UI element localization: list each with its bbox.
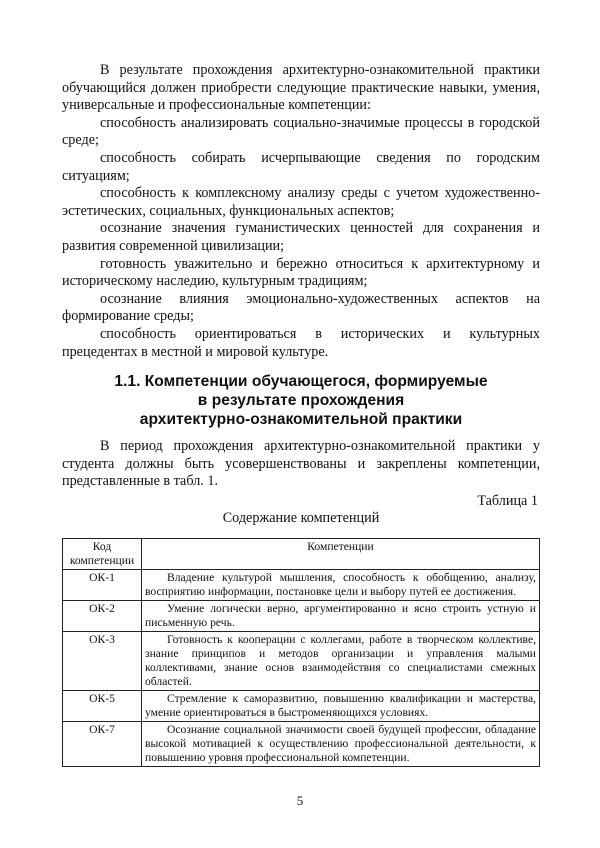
table-row — [63, 722, 540, 767]
list-item: способность к комплексному анализу среды с учетом художественно-эстетических, социальных, функциональных аспектов; — [62, 185, 540, 219]
table-header-row — [63, 539, 540, 570]
list-item: готовность уважительно и бережно относиться к архитектурному и историческому наследию, культурным традициям; — [62, 255, 540, 290]
competency-code: ОК-7 — [63, 722, 142, 767]
heading-line: в результате прохождения — [197, 392, 405, 409]
section-heading — [62, 372, 540, 429]
column-header-competencies: Компетенции — [142, 539, 540, 570]
table-row — [63, 691, 540, 722]
competency-text: Готовность к кооперации с коллегами, работе в творческом коллективе, знание принципов и методов организации и управления малыми коллективами, знание основ взаимодействия со специалистами смежных областей. — [142, 632, 540, 691]
table-number: Таблица 1 — [477, 493, 538, 509]
list-item: осознание значения гуманистических ценностей для сохранения и развития современной цивилизации; — [62, 220, 540, 254]
list-item: осознание влияния эмоционально-художественных аспектов на формирование среды; — [62, 290, 540, 325]
list-item: способность анализировать социально-значимые процессы в городской среде; — [62, 114, 540, 149]
column-header-code: Код компетенции — [63, 539, 142, 570]
competencies-table — [62, 538, 540, 767]
competency-code: ОК-2 — [63, 601, 142, 632]
heading-line: 1.1. Компетенции обучающегося, формируемые — [114, 373, 488, 390]
heading-line: архитектурно-ознакомительной практики — [139, 411, 463, 428]
competency-text: Умение логически верно, аргументированно и ясно строить устную и письменную речь. — [142, 601, 540, 632]
table-row — [63, 601, 540, 632]
list-item: способность ориентироваться в исторических и культурных прецедентах в местной и мировой культуре. — [62, 325, 540, 360]
list-item: способность собирать исчерпывающие сведения по городским ситуациям; — [62, 149, 540, 184]
paragraph-intro: В результате прохождения архитектурно-ознакомительной практики обучающийся должен приобрести следующие практические навыки, умения, универсальные и профессиональные компетенции: — [62, 62, 540, 114]
table-row — [63, 632, 540, 691]
competency-code: ОК-1 — [63, 570, 142, 601]
intro-paragraph: В период прохождения архитектурно-ознакомительной практики у студента должны быть усовершенствованы и закреплены компетенции, представленные в табл. 1. — [62, 438, 540, 490]
competency-text: Осознание социальной значимости своей будущей профессии, обладание высокой мотивацией к осуществлению профессиональной деятельности, к повышению уровня профессиональной компетенции. — [142, 722, 540, 767]
competency-code: ОК-5 — [63, 691, 142, 722]
page-number: 5 — [296, 793, 304, 808]
intro-paragraph-block — [62, 438, 540, 491]
competency-text: Владение культурой мышления, способность к обобщению, анализу, восприятию информации, постановке цели и выбору путей ее достижения. — [142, 570, 540, 601]
competency-code: ОК-3 — [63, 632, 142, 691]
competencies-list — [62, 62, 540, 361]
table-row — [63, 570, 540, 601]
table-title: Содержание компетенций — [222, 510, 380, 526]
competency-text: Стремление к саморазвитию, повышению квалификации и мастерства, умение ориентироваться в быстроменяющихся условиях. — [142, 691, 540, 722]
